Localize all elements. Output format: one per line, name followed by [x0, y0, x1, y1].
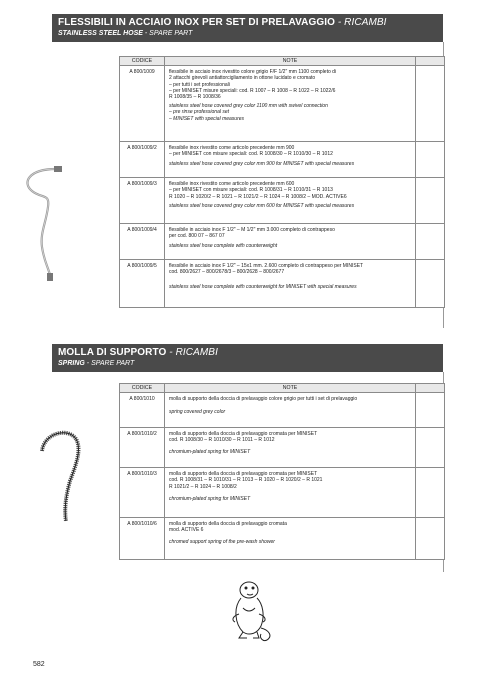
part-note: flessibile in acciaio inox F 1/2" – 15x1 mm. 2.600 completo di contrappeso per MINISET cod. 800/2627 – 800/2678/3 – 800/2628 – 800/2677 stainless steel hose complete with counterweight for MINISET with special measures [165, 260, 416, 308]
header-code: CODICE [120, 384, 165, 393]
table-row [120, 260, 445, 308]
section-title-en: STAINLESS STEEL HOSE - SPARE PART [58, 30, 193, 37]
table-row [120, 428, 445, 468]
header-code: CODICE [120, 57, 165, 66]
part-code: A 800/1009 [120, 66, 165, 142]
table-header-row [120, 57, 445, 66]
header-blank [416, 384, 445, 393]
section-title-en: SPRING - SPARE PART [58, 360, 135, 367]
hose-parts-table [119, 56, 445, 308]
header-note: NOTE [165, 384, 416, 393]
table-row [120, 178, 445, 224]
page-number: 582 [33, 661, 45, 668]
table-row [120, 393, 445, 428]
table-row [120, 518, 445, 560]
part-note: flessibile in acciaio inox F 1/2" – M 1/2" mm 3.000 completo di contrappeso per cod. 800 07 – 867 07 stainless steel hose complete with counterweight [165, 224, 416, 260]
table-row [120, 66, 445, 142]
part-note: molla di supporto della doccia di prelavaggio cromata per MINISET cod. R 1008/31 – R 1010/31 – R 1013 – R 1020 – R 1020/2 – R 1021 R 1021/2 – R 1024 – R 1008/2 chromium-plated spring for MINISET [165, 468, 416, 518]
part-code: A 800/1009/4 [120, 224, 165, 260]
section-banner-hose [52, 14, 443, 42]
header-note: NOTE [165, 57, 416, 66]
table-header-row [120, 384, 445, 393]
table-row [120, 142, 445, 178]
part-note: molla di supporto della doccia di prelavaggio cromata mod. ACTIVE 6 chromed support spring of the pre-wash shower [165, 518, 416, 560]
section-title-it: MOLLA DI SUPPORTO - RICAMBI [58, 347, 218, 358]
part-note: flessibile in acciaio inox rivestito colore grigio F/F 1/2" mm 1100 completo di 2 attacchi girevoli antiattorcigliamento in ottone lucidato e cromato – per tutti i set professionali – per MINISET misure speciali: cod. R 1007 – R 1008 – R 1022 – R 1022/6 R 1008/35 – R 1008/36 stainless steel hose covered grey color 1100 mm with swivel connection – pre rinse professional set – MINISET with special measures [165, 66, 416, 142]
part-code: A 800/1009/5 [120, 260, 165, 308]
beaver-mascot-image [225, 578, 275, 644]
hose-image [18, 163, 98, 283]
section-banner-spring [52, 344, 443, 372]
part-code: A 800/1010/6 [120, 518, 165, 560]
spring-parts-table [119, 383, 445, 560]
table-row [120, 468, 445, 518]
part-note: molla di supporto della doccia di prelavaggio colore grigio per tutti i set di prelavaggio spring covered grey color [165, 393, 416, 428]
part-note: molla di supporto della doccia di prelavaggio cromata per MINISET cod. R 1008/30 – R 1010/30 – R 1011 – R 1012 chromium-plated spring for MINISET [165, 428, 416, 468]
table-row [120, 224, 445, 260]
part-note: flessibile inox rivestito come articolo precedente mm 600 – per MINISET con misure speciali: cod. R 1008/31 – R 1010/31 – R 1013 R 1020 – R 1020/2 – R 1021 – R 1021/2 – R 1024 – R 1008/2 – MOD. ACTIVE6 stainless steel hose covered grey color mm 600 for MINISET with special measures [165, 178, 416, 224]
header-blank [416, 57, 445, 66]
spring-image [36, 425, 86, 525]
part-code: A 800/1010 [120, 393, 165, 428]
section-title-it: FLESSIBILI IN ACCIAIO INOX PER SET DI PRELAVAGGIO - RICAMBI [58, 17, 387, 28]
part-code: A 800/1010/3 [120, 468, 165, 518]
part-code: A 800/1009/2 [120, 142, 165, 178]
part-code: A 800/1010/2 [120, 428, 165, 468]
part-note: flessibile inox rivestito come articolo precedente mm 900 – per MINISET con misure speciali: cod. R 1008/30 – R 1010/30 – R 1012 stainless steel hose covered grey color mm 900 for MINISET with special measures [165, 142, 416, 178]
part-code: A 800/1009/3 [120, 178, 165, 224]
